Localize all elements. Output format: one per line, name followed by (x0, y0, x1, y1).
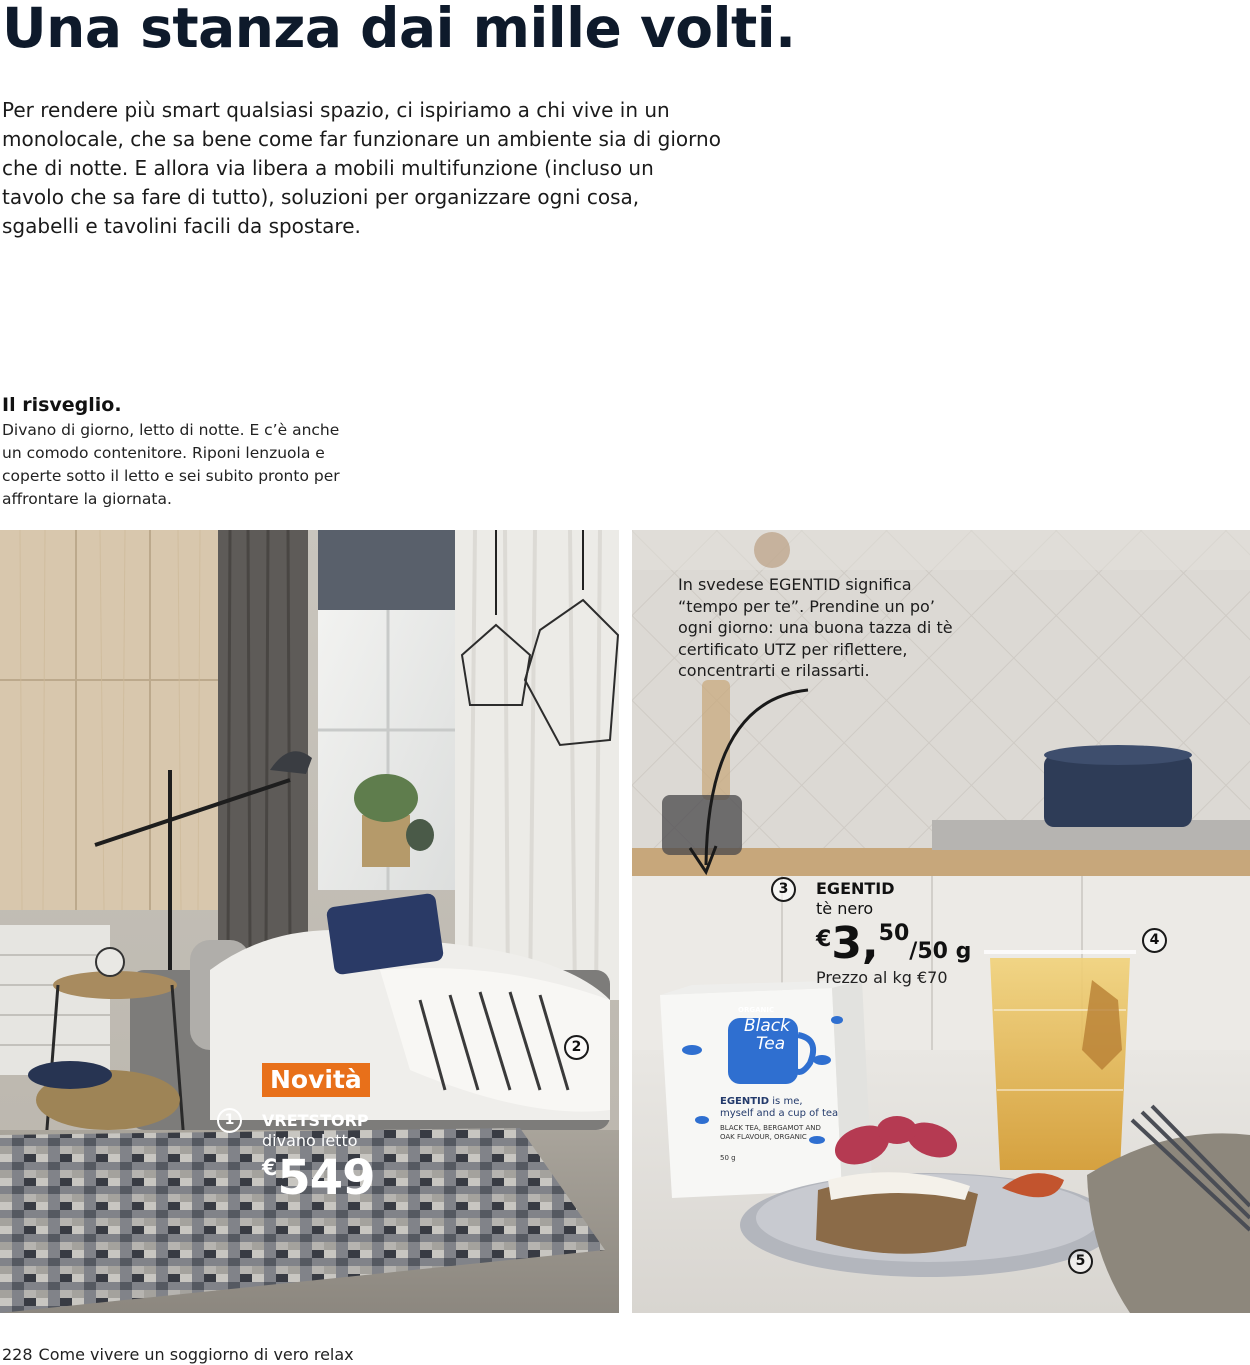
intro-paragraph: Per rendere più smart qualsiasi spazio, ci ispiriamo a chi vive in un monolocale, che sa bene come far funzionare un ambiente sia di giorno che di notte. E allora via libera a mobili multifunzione (incluso un tavolo che sa fare di tutto), soluzioni per organizzare ogni cosa, sgabelli e tavolini facili da spostare. (2, 98, 721, 238)
box-flavour-line1: BLACK TEA, BERGAMOT AND (720, 1124, 821, 1132)
price-decimals: 50 (878, 921, 910, 946)
page-number: 228 (2, 1345, 33, 1364)
box-weight: 50 g (720, 1154, 736, 1162)
price-currency: € (816, 927, 832, 952)
box-tagline (720, 1096, 803, 1107)
marker-2[interactable]: 2 (564, 1035, 589, 1060)
marker-1[interactable]: 1 (217, 1108, 242, 1133)
marker-5[interactable]: 5 (1068, 1249, 1093, 1274)
product-vretstorp[interactable] (262, 1111, 369, 1151)
price-amount: 3, (831, 918, 879, 969)
section-title: Il risveglio. (2, 394, 122, 416)
page-footer (2, 1345, 354, 1364)
page-headline: Una stanza dai mille volti. (2, 0, 796, 60)
box-organic: ORGANIC (738, 1006, 775, 1014)
box-tagline-rest: is me, (772, 1096, 803, 1107)
box-flavour-line2: OAK FLAVOUR, ORGANIC (720, 1133, 807, 1141)
product-description: tè nero (816, 899, 874, 918)
product-name: EGENTID (816, 879, 895, 898)
price-currency: € (262, 1156, 278, 1181)
box-logo-line1: Black (744, 1016, 790, 1036)
box-tagline-line2: myself and a cup of tea (720, 1108, 839, 1119)
product-price (816, 918, 971, 969)
box-tagline-brand: EGENTID (720, 1096, 770, 1107)
product-description: divano letto (262, 1131, 358, 1150)
new-badge: Novità (262, 1063, 370, 1097)
unit-price: Prezzo al kg €70 (816, 968, 948, 987)
price-amount: 549 (277, 1150, 375, 1206)
footer-section-name: Come vivere un soggiorno di vero relax (38, 1345, 354, 1364)
product-price (262, 1150, 375, 1206)
marker-4[interactable]: 4 (1142, 928, 1167, 953)
product-name: VRETSTORP (262, 1111, 369, 1130)
marker-3[interactable]: 3 (771, 877, 796, 902)
section-body: Divano di giorno, letto di notte. E c’è anche un comodo contenitore. Riponi lenzuola e coperte sotto il letto e sei subito pronto per affrontare la giornata. (2, 421, 340, 508)
price-unit: /50 g (909, 939, 972, 964)
egentid-caption: In svedese EGENTID significa “tempo per te”. Prendine un po’ ogni giorno: una buona tazza di tè certificato UTZ per riflettere, concentrarti e rilassarti. (678, 575, 953, 680)
box-logo-line2: Tea (756, 1034, 786, 1054)
product-egentid[interactable] (816, 879, 895, 919)
